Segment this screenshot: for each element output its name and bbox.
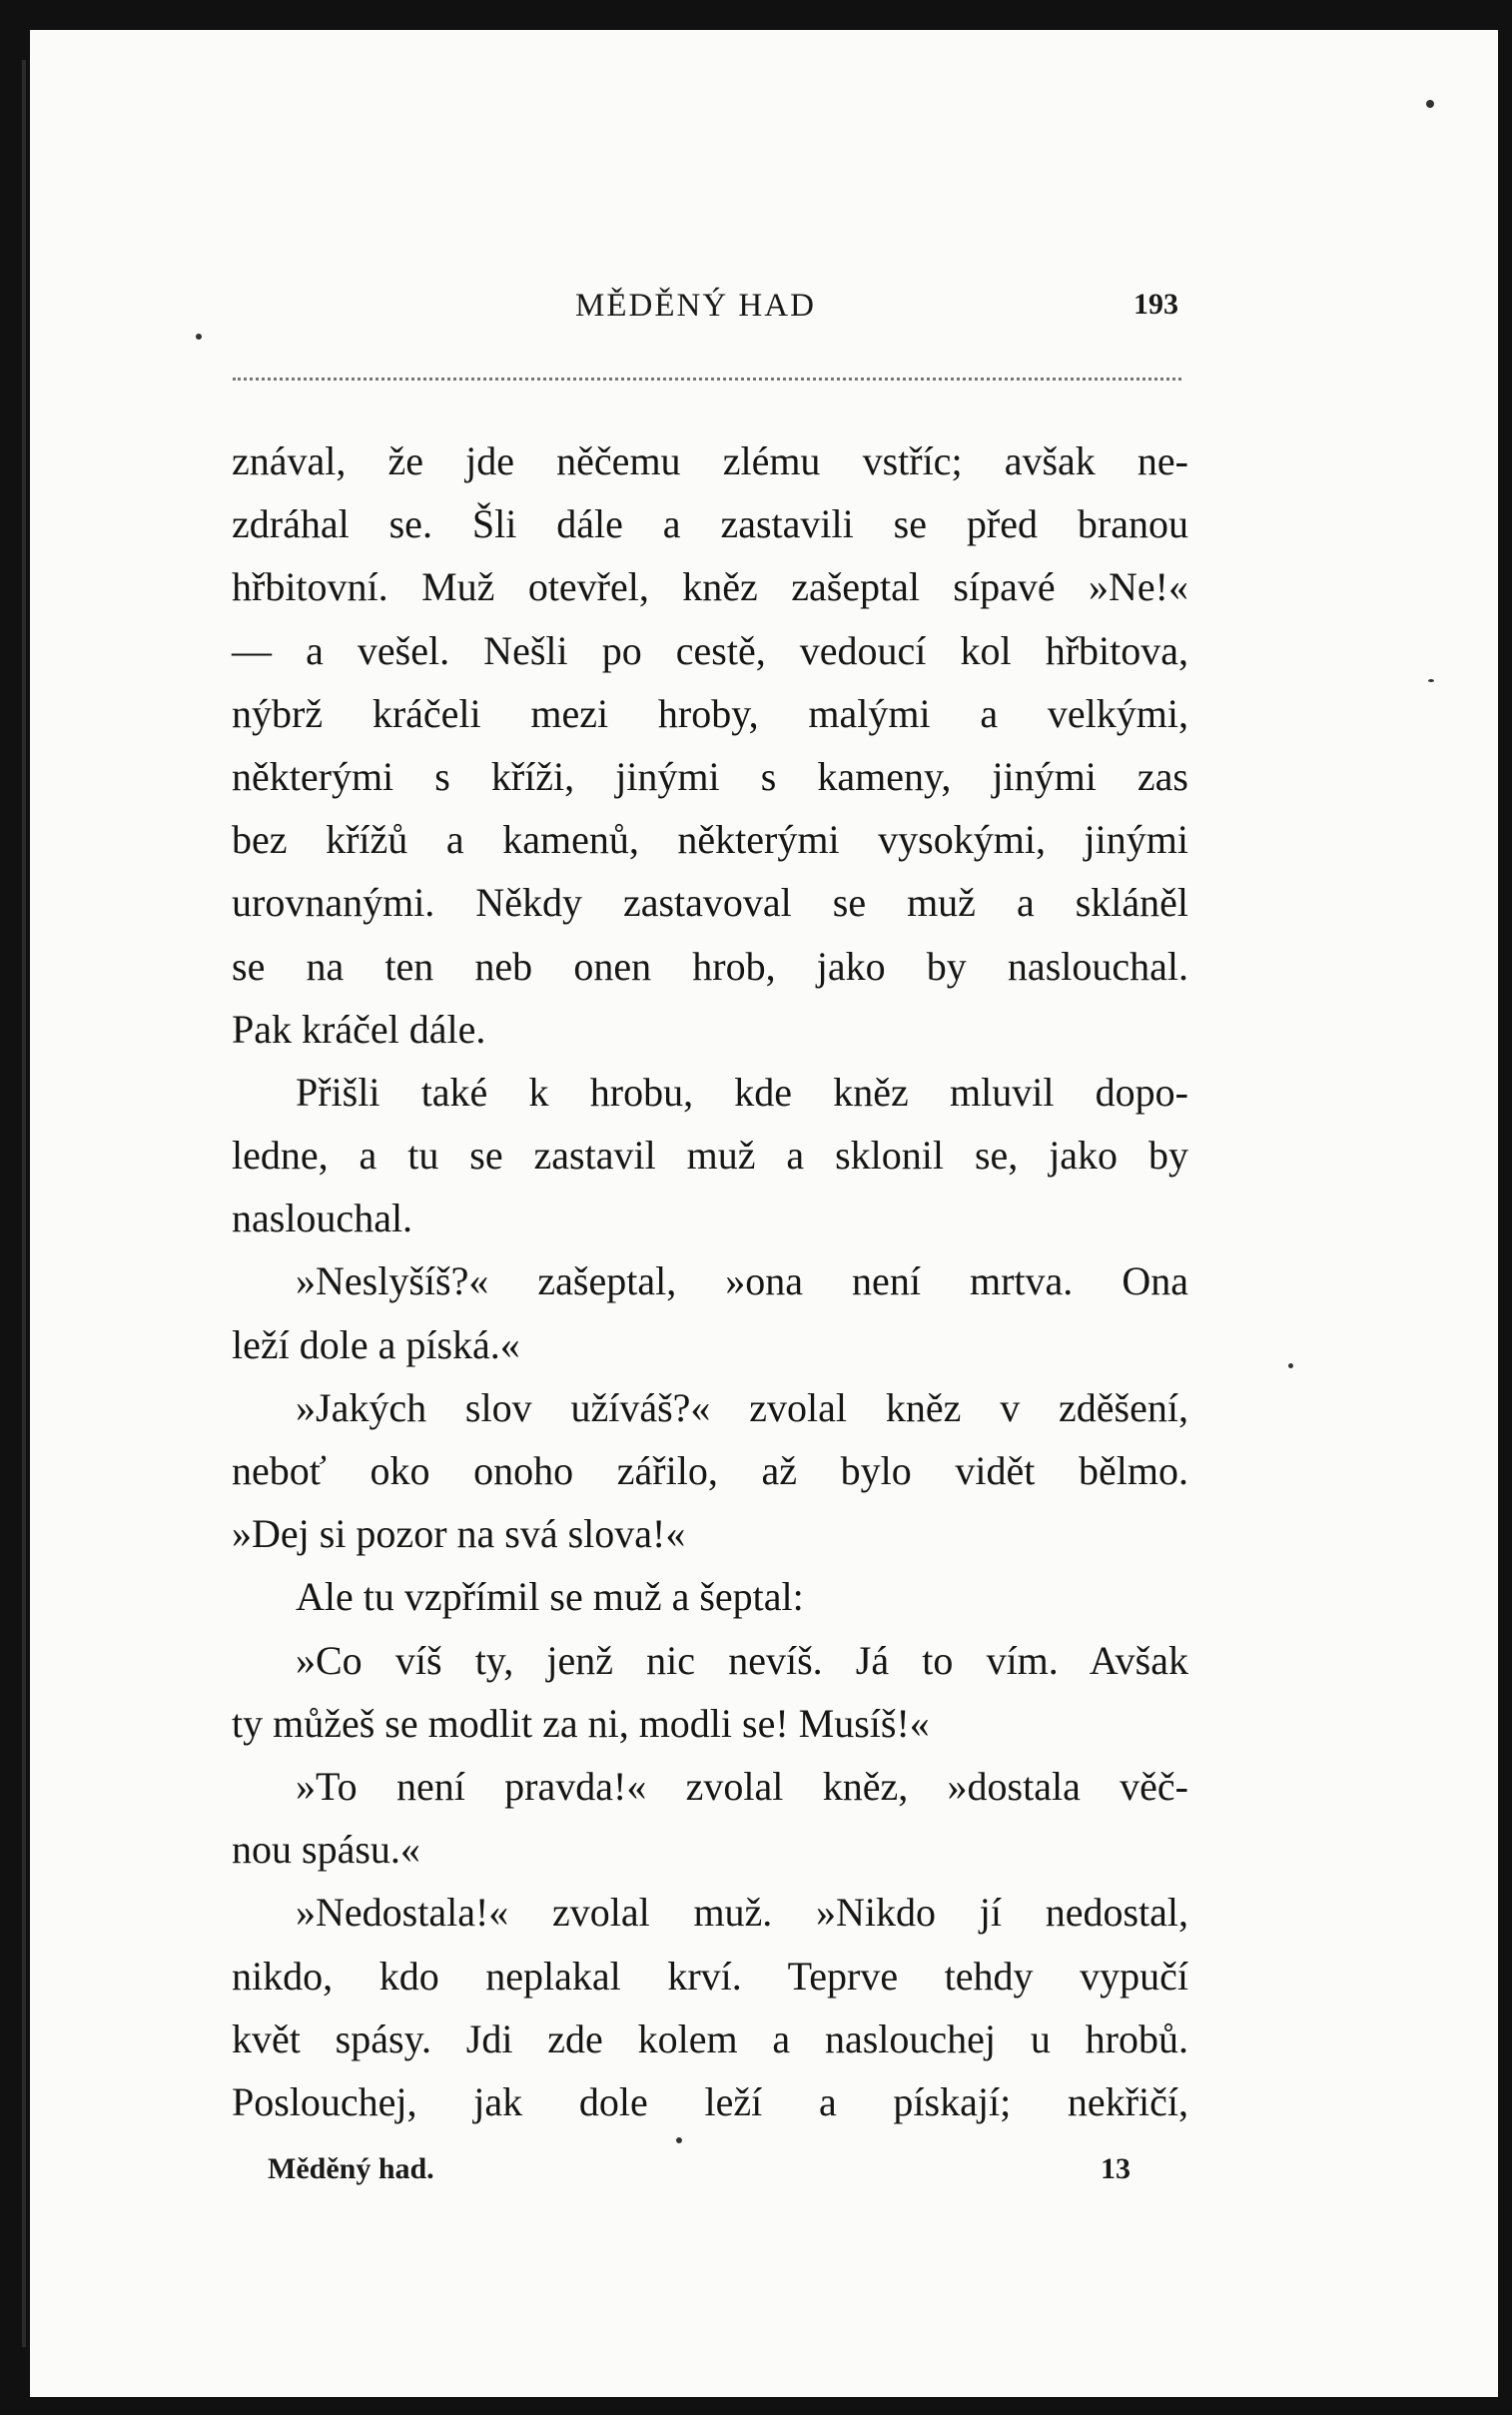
text-line: bez křížů a kamenů, některými vysokými, jinými bbox=[232, 817, 1188, 863]
text-line: ledne, a tu se zastavil muž a sklonil se, jako by bbox=[232, 1133, 1188, 1179]
text-line: Ale tu vzpřímil se muž a šeptal: bbox=[296, 1574, 804, 1620]
scan-speck bbox=[1428, 679, 1434, 682]
text-line: zdráhal se. Šli dále a zastavili se před branou bbox=[232, 501, 1188, 547]
text-line: — a vešel. Nešli po cestě, vedoucí kol hřbitova, bbox=[232, 627, 1188, 673]
signature-number: 13 bbox=[1101, 2152, 1131, 2185]
text-line: některými s kříži, jinými s kameny, jinými zas bbox=[232, 753, 1188, 799]
text-line: »Neslyšíš?« zašeptal, »ona není mrtva. Ona bbox=[296, 1258, 1188, 1304]
body-text bbox=[232, 429, 1188, 2133]
text-line: Pak kráčel dále. bbox=[232, 1006, 486, 1052]
text-line: nýbrž kráčeli mezi hroby, malými a velkými, bbox=[232, 690, 1188, 736]
page-header bbox=[0, 288, 1512, 338]
binding-edge bbox=[22, 60, 26, 2347]
running-title: MĚDĚNÝ HAD bbox=[575, 288, 816, 324]
text-line: »Co víš ty, jenž nic nevíš. Já to vím. Avšak bbox=[296, 1637, 1188, 1683]
text-line: »To není pravda!« zvolal kněz, »dostala věč- bbox=[296, 1763, 1188, 1809]
text-line: neboť oko onoho zářilo, až bylo vidět bělmo. bbox=[232, 1448, 1188, 1493]
scan-speck bbox=[1426, 100, 1434, 108]
signature-title: Měděný had. bbox=[268, 2152, 434, 2185]
text-line: nou spásu.« bbox=[232, 1827, 420, 1873]
text-line: urovnanými. Někdy zastavoval se muž a skláněl bbox=[232, 880, 1188, 926]
scan-speck bbox=[1288, 1363, 1293, 1368]
text-line: »Dej si pozor na svá slova!« bbox=[232, 1511, 686, 1557]
text-line: hřbitovní. Muž otevřel, kněz zašeptal sípavé »Ne!« bbox=[232, 564, 1188, 610]
text-line: »Jakých slov užíváš?« zvolal kněz v zděšení, bbox=[296, 1384, 1188, 1430]
page-footer bbox=[0, 2152, 1512, 2202]
page-number: 193 bbox=[1134, 288, 1178, 321]
text-line: naslouchal. bbox=[232, 1196, 413, 1241]
text-line: leží dole a píská.« bbox=[232, 1321, 520, 1367]
text-line: Přišli také k hrobu, kde kněz mluvil dopo- bbox=[296, 1069, 1188, 1115]
text-line: květ spásy. Jdi zde kolem a naslouchej u hrobů. bbox=[232, 2015, 1188, 2061]
text-line: Poslouchej, jak dole leží a pískají; nekřičí, bbox=[232, 2078, 1188, 2124]
text-line: nikdo, kdo neplakal krví. Teprve tehdy vypučí bbox=[232, 1953, 1188, 1999]
text-line: »Nedostala!« zvolal muž. »Nikdo jí nedostal, bbox=[296, 1890, 1188, 1936]
text-line: znával, že jde něčemu zlému vstříc; avšak ne- bbox=[232, 438, 1188, 483]
header-divider bbox=[233, 378, 1181, 381]
text-line: ty můžeš se modlit za ni, modli se! Musíš!« bbox=[232, 1700, 930, 1746]
scan-speck bbox=[676, 2137, 682, 2143]
text-line: se na ten neb onen hrob, jako by naslouchal. bbox=[232, 943, 1188, 989]
